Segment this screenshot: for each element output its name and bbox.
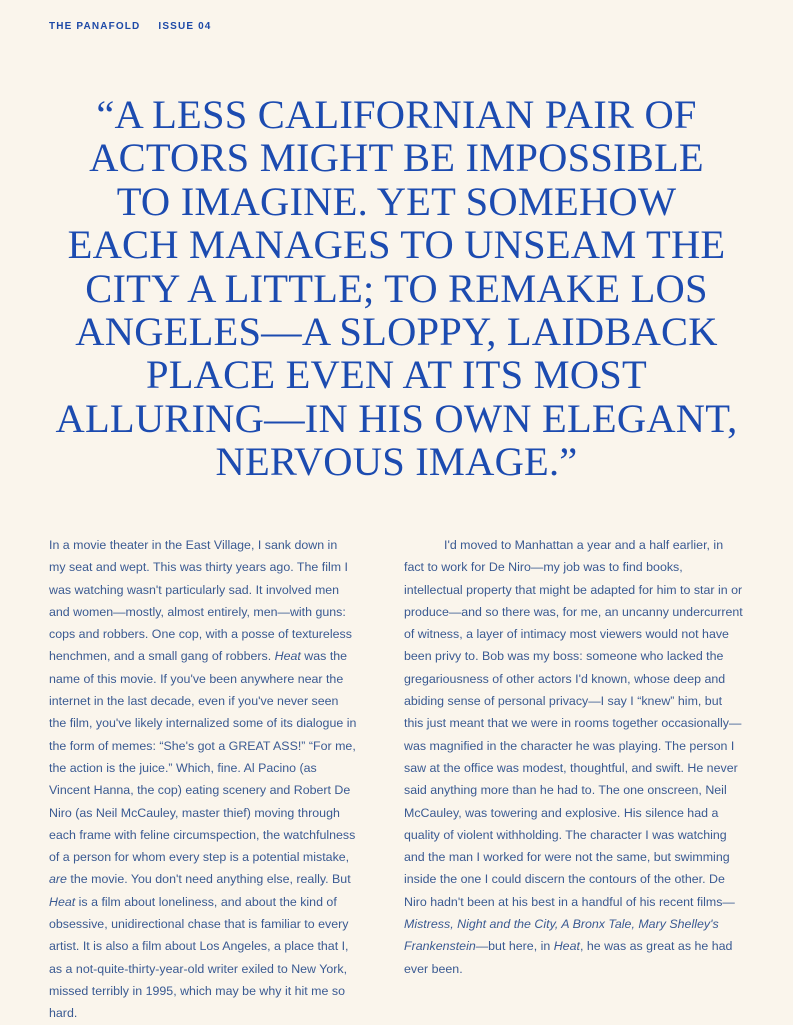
body-column-right bbox=[404, 534, 744, 1025]
text-run: —but here, in bbox=[475, 939, 554, 954]
body-paragraph-right bbox=[404, 534, 744, 980]
text-run: I'd moved to Manhattan a year and a half earlier, in fact to work for De Niro—my job was to find books, intellectual property that might be adapted for him to star in or produce—and so there was, for me, an uncanny undercurrent of witness, a layer of intimacy most viewers would not have been privy to. Bob was my boss: someone who lacked the gregariousness of other actors I'd known, whose deep and abiding sense of personal privacy—I say I “knew” him, but this just meant that we were in rooms together occasionally—was magnified in the character he was playing. The person I saw at the office was modest, thoughtful, and swift. He never said anything more than he had to. The one onscreen, Neil McCauley, was towering and explosive. His silence had a quality of violent withholding. The character I was watching and the man I worked for were not the same, but swimming inside the one I could discern the contours of the other. De Niro hadn't been at his best in a handful of his recent films— bbox=[404, 538, 743, 909]
masthead-publication: THE PANAFOLD bbox=[49, 21, 141, 32]
italic-run: are bbox=[49, 872, 67, 887]
pull-quote-line: TO IMAGINE. YET SOMEHOW bbox=[116, 178, 677, 224]
pull-quote-line: PLACE EVEN AT ITS MOST bbox=[146, 352, 647, 398]
pull-quote bbox=[50, 93, 743, 484]
italic-run: Mistress, Night and the City, A Bronx Tale, Mary Shelley's Frankenstein bbox=[404, 917, 719, 954]
pull-quote-line: “A LESS CALIFORNIAN PAIR OF bbox=[96, 92, 697, 137]
italic-run: Heat bbox=[49, 894, 76, 909]
italic-run: Heat bbox=[553, 939, 580, 954]
text-run: , he was as great as he had ever been. bbox=[404, 939, 733, 976]
pull-quote-line: ANGELES—A SLOPPY, LAIDBACK bbox=[75, 309, 718, 355]
masthead-issue: ISSUE 04 bbox=[158, 21, 212, 32]
pull-quote-line: NERVOUS IMAGE.” bbox=[215, 439, 578, 485]
masthead bbox=[49, 21, 212, 32]
body-column-left bbox=[49, 534, 357, 1025]
pull-quote-line: CITY A LITTLE; TO REMAKE LOS bbox=[85, 265, 708, 311]
body-columns bbox=[49, 534, 744, 1025]
pull-quote-line: ACTORS MIGHT BE IMPOSSIBLE bbox=[89, 135, 704, 181]
text-run: the movie. You don't need anything else, really. But bbox=[66, 872, 351, 887]
body-paragraph-left bbox=[49, 534, 357, 1025]
text-run: In a movie theater in the East Village, I sank down in my seat and wept. This was thirty years ago. The film I was watching wasn't particularly sad. It involved men and women—mostly, almost entirely, men—with guns: cops and robbers. One cop, with a posse of textureless henchmen, and a small gang of robbers. bbox=[49, 538, 352, 664]
pull-quote-line: EACH MANAGES TO UNSEAM THE bbox=[67, 222, 726, 268]
pull-quote-line: ALLURING—IN HIS OWN ELEGANT, bbox=[55, 395, 738, 441]
text-run: is a film about loneliness, and about the kind of obsessive, unidirectional chase that is familiar to every artist. It is also a film about Los Angeles, a place that I, as a not-quite-thirty-year-old writer exiled to New York, missed terribly in 1995, which may be why it hit me so hard. bbox=[49, 894, 349, 1021]
text-run: was the name of this movie. If you've been anywhere near the internet in the last decade, even if you've never seen the film, you've likely internalized some of its dialogue in the form of memes: “She's got a GREAT ASS!” “For me, the action is the juice.” Which, fine. Al Pacino (as Vincent Hanna, the cop) eating scenery and Robert De Niro (as Neil McCauley, master thief) moving through each frame with feline circumspection, the watchfulness of a person for whom every step is a potential mistake, bbox=[49, 649, 357, 865]
italic-run: Heat bbox=[274, 649, 301, 664]
